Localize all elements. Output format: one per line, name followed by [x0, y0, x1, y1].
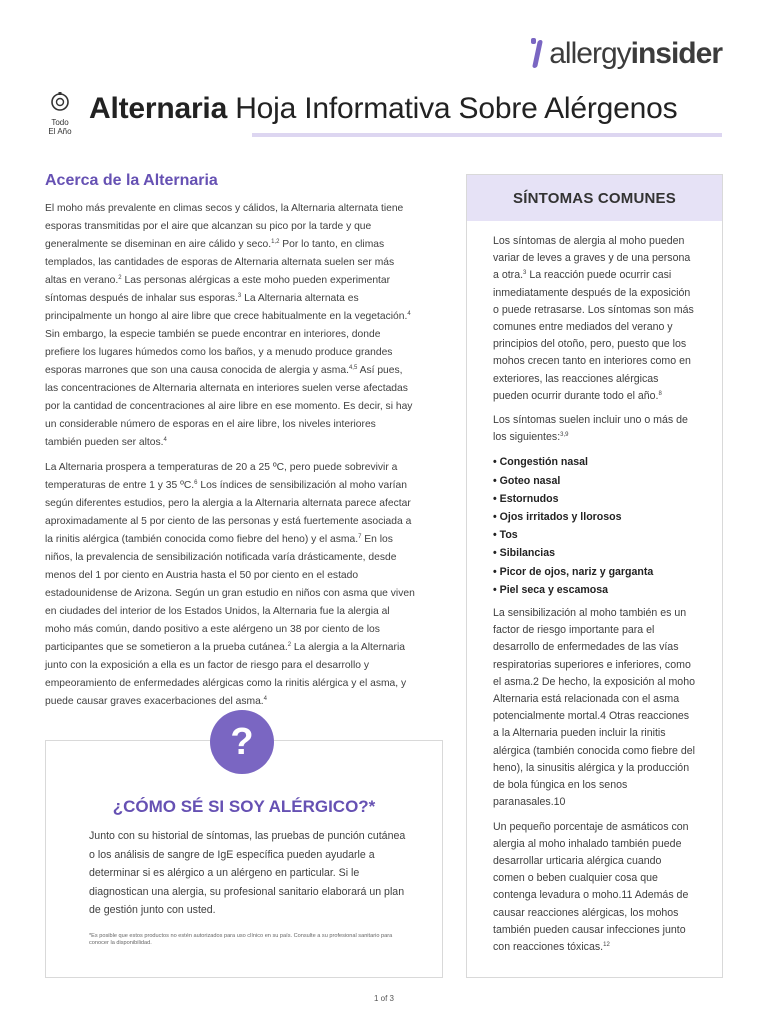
symptoms-paragraph-2: Los síntomas suelen incluir uno o más de los siguientes:$^{3,9}$	[493, 414, 688, 444]
symptoms-heading: SÍNTOMAS COMUNES	[467, 175, 722, 221]
symptom-item: • Sibilancias	[493, 547, 556, 560]
symptom-item: • Congestión nasal	[493, 456, 588, 469]
symptoms-panel	[466, 174, 723, 978]
page-number: 1 of 3	[373, 994, 394, 1003]
logo-text: allergyinsider	[549, 37, 722, 70]
about-paragraph-1: El moho más prevalente en climas secos y cálidos, la Alternaria alternata tiene esporas transmitidas por el aire que alcanzan su pico por la tarde y que generalmente se diseminan en aire cálido y seco.$^{1,2}$ Por lo tanto, en climas templados, las cantidades de esporas de Alternaria alternata suelen ser más altas en verano.$^2$ Las personas alérgicas a este moho pueden experimentar síntomas después de inhalar sus esporas.$^3$ La Alternaria alternata es principalmente un hongo al aire libre que crece habitualmente en la vegetación.$^4$ Sin embargo, la especie también se puede encontrar en interiores, donde prefiere los lugares húmedos como los baños, y a menudo produce grandes esporas marrones que son una causa conocida de alergia y asma.$^{4,5}$ Así pues, las concentraciones de Alternaria alternata en interiores suelen verse afectadas por la cantidad de concentraciones al aire libre en ese momento. Es decir, si hay un considerable número de esporas en el aire libre, los niveles interiores también pueden ser altos.$^4$	[45, 203, 413, 448]
symptom-list	[493, 453, 696, 599]
title-underline	[252, 133, 722, 137]
about-section	[45, 172, 415, 718]
about-heading: Acerca de la Alternaria	[45, 172, 218, 189]
symptom-item: • Goteo nasal	[493, 474, 561, 487]
symptom-item: • Tos	[493, 529, 518, 542]
logo-mark-icon	[531, 38, 545, 70]
symptoms-paragraph-3: La sensibilización al moho también es un factor de riesgo importante para el desarrollo de enfermedades de las vías respiratorias superiores e inferiores, como el asma.2 De hecho, la exposición al moho Alternaria está relacionada con el asma potencialmente mortal.4 Otras reacciones a la Alternaria pueden incluir la rinitis alérgica (también conocida como fiebre del heno), la sinusitis alérgica y la producción de bola fúngica en los senos paranasales.10	[493, 607, 695, 809]
page-title: Alternaria Hoja Informativa Sobre Alérgenos	[89, 92, 678, 125]
symptom-item: • Ojos irritados y llorosos	[493, 511, 622, 524]
symptom-item: • Piel seca y escamosa	[493, 583, 609, 596]
symptoms-paragraph-1: Los síntomas de alergia al moho pueden variar de leves a graves y de una persona a otra.$^3$ La reacción puede ocurrir casi inmediatamente después de la exposición o puede retrasarse. Los síntomas son más comunes entre mediados del verano y principios del otoño, pero, puesto que los mohos crecen tanto en interiores como en exteriores, las reacciones alérgicas pueden ocurrir durante todo el año.$^8$	[493, 235, 694, 402]
year-label-line2: El Año	[48, 127, 72, 136]
allergy-question-box	[45, 740, 443, 978]
clock-icon	[50, 92, 70, 112]
year-round-badge	[44, 92, 76, 136]
symptoms-paragraph-4: Un pequeño porcentaje de asmáticos con alergia al moho inhalado también puede desarrollar urticaria alérgica cuando comen o beben cualquier cosa que contenga levadura o moho.11 Además de causar reacciones alérgicas, los mohos también pueden causar infecciones junto con reacciones tóxicas.$^{12}$	[493, 820, 689, 953]
availability-footnote: *Es posible que estos productos no estén autorizados para uso clínico en su país. Consulte a su profesional sanitario para conocer la disponibilidad.	[89, 933, 393, 946]
question-title: ¿CÓMO SÉ SI SOY ALÉRGICO?*	[112, 797, 376, 816]
about-paragraph-2: La Alternaria prospera a temperaturas de 20 a 25 ºC, pero puede sobrevivir a temperaturas de entre 1 y 35 ºC.$^6$ Los índices de sensibilización al moho varían según diferentes estudios, pero la alergia a la Alternaria alternata parece afectar aproximadamente al 5 por ciento de las personas y está fuertemente asociada a la rinitis alérgica (también conocida como fiebre del heno) y el asma.$^7$ En los niños, la prevalencia de sensibilización notificada varía drásticamente, desde menos del 1 por ciento en Austria hasta el 50 por ciento en el estado estadounidense de Arizona. Según un gran estudio en niños con asma que viven en ciudades del interior de los Estados Unidos, la Alternaria fue la alergia al moho más común, dando positivo a este alérgeno un 38 por ciento de los participantes que se sometieron a la prueba cutánea.$^2$ La alergia a la Alternaria junto con la exposición a ella es un factor de riesgo para el desarrollo y empeoramiento de enfermedades alérgicas como la rinitis alérgica y el asma, y puede causar graves exacerbaciones del asma.$^4$	[45, 462, 415, 707]
question-answer-text: Junto con su historial de síntomas, las pruebas de punción cutánea o los análisis de sangre de IgE específica pueden ayudarle a determinar si es alérgico a un alérgeno en particular. Si le diagnostican una alergia, su profesional sanitario elaborará un plan de gestión junto con usted.	[89, 830, 406, 916]
question-mark-icon: ?	[210, 710, 274, 774]
symptom-item: • Picor de ojos, nariz y garganta	[493, 565, 654, 578]
allergyinsider-logo	[531, 36, 722, 72]
symptom-item: • Estornudos	[493, 492, 559, 505]
year-label-line1: Todo	[51, 118, 69, 127]
